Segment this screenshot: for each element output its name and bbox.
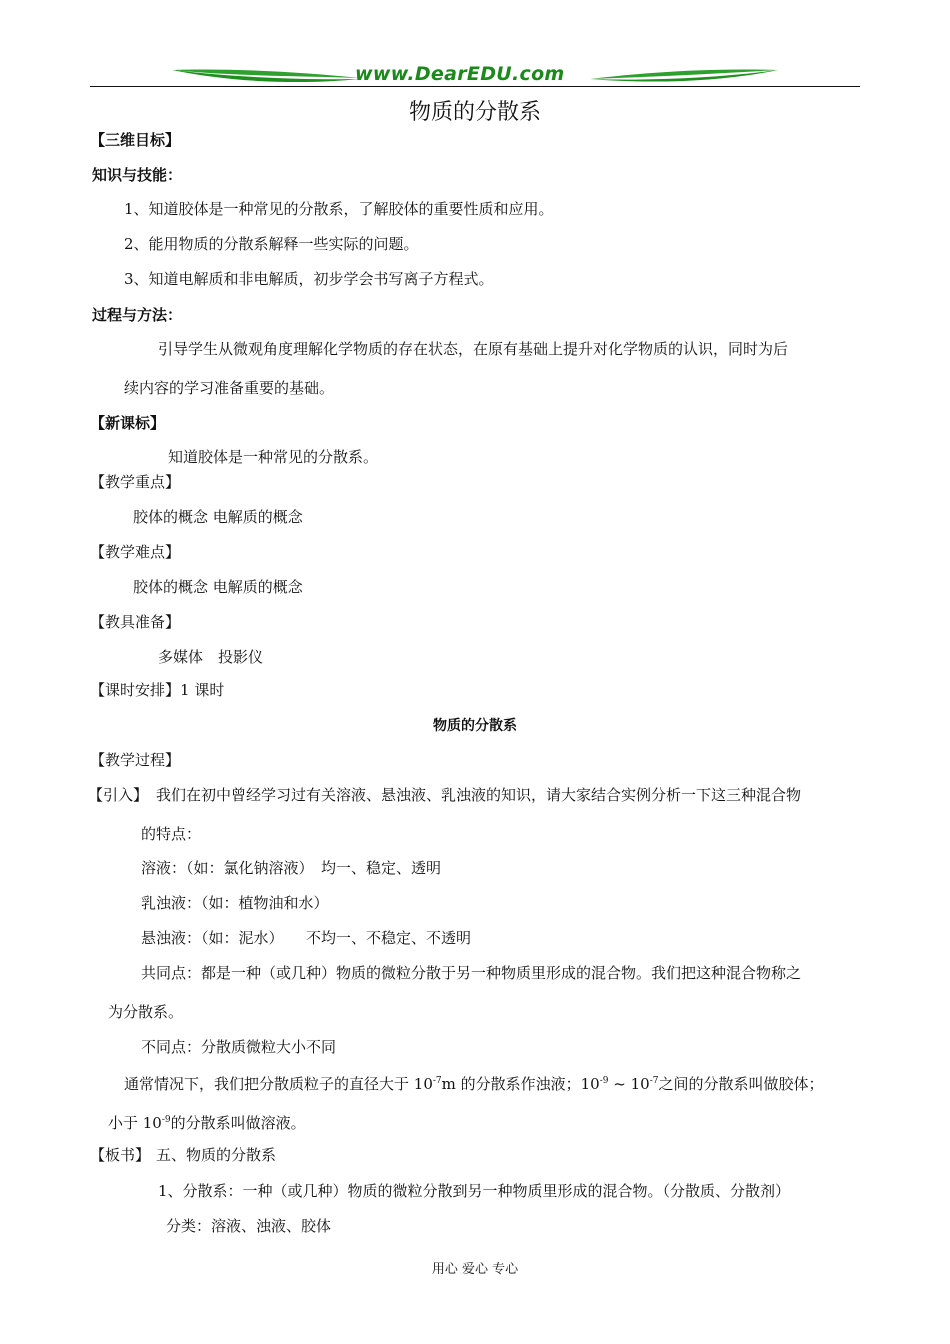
new-standard-text: 知道胶体是一种常见的分散系。 xyxy=(168,448,379,466)
smaller-text-a: 小于 10 xyxy=(108,1114,162,1132)
solution-line: 溶液：（如：氯化钠溶液） 均一、稳定、透明 xyxy=(141,859,442,877)
exponent-2: -9 xyxy=(599,1076,609,1086)
footer-text: 用心 爱心 专心 xyxy=(431,1262,519,1277)
schedule-heading: 【课时安排】 xyxy=(90,681,181,699)
process-line-1: 引导学生从微观角度理解化学物质的存在状态，在原有基础上提升对化学物质的认识，同时为后 xyxy=(158,340,789,358)
key-points-text: 胶体的概念 电解质的概念 xyxy=(133,508,303,526)
usual-text-c: ~ 10 xyxy=(608,1075,650,1093)
suspension-line: 悬浊液：（如：泥水） 不均一、不稳定、不透明 xyxy=(141,929,472,947)
schedule-line xyxy=(90,680,224,700)
usual-text-b: m 的分散系作浊液；10 xyxy=(441,1075,600,1093)
knowledge-item-1: 1、知道胶体是一种常见的分散系，了解胶体的重要性质和应用。 xyxy=(124,200,554,218)
schedule-text: 1 课时 xyxy=(180,681,225,699)
header-rule xyxy=(90,86,860,87)
smaller-text-b: 的分散系叫做溶液。 xyxy=(170,1114,306,1132)
header-logo-text: www.DearEDU.com xyxy=(355,63,565,85)
new-standard-heading: 【新课标】 xyxy=(90,414,166,432)
tools-text: 多媒体 投影仪 xyxy=(158,648,264,666)
board-line xyxy=(90,1145,276,1165)
process-line-2: 续内容的学习准备重要的基础。 xyxy=(124,379,335,397)
usual-text-a: 通常情况下，我们把分散质粒子的直径大于 10 xyxy=(124,1075,433,1093)
knowledge-item-2: 2、能用物质的分散系解释一些实际的问题。 xyxy=(124,235,419,253)
classification-line: 分类：溶液、浊液、胶体 xyxy=(166,1217,332,1235)
board-label: 【板书】 xyxy=(90,1146,151,1164)
exponent-3: -7 xyxy=(649,1076,659,1086)
teaching-process-heading: 【教学过程】 xyxy=(90,751,181,769)
emulsion-line: 乳浊液：（如：植物油和水） xyxy=(141,894,329,912)
exponent-4: -9 xyxy=(161,1115,171,1125)
intro-text: 我们在初中曾经学习过有关溶液、悬浊液、乳浊液的知识，请大家结合实例分析一下这三种混合物 xyxy=(156,786,802,804)
key-points-heading: 【教学重点】 xyxy=(90,473,181,491)
page-title: 物质的分散系 xyxy=(408,100,541,125)
board-text: 五、物质的分散系 xyxy=(156,1146,277,1164)
tools-heading: 【教具准备】 xyxy=(90,613,181,631)
knowledge-item-3: 3、知道电解质和非电解质，初步学会书写离子方程式。 xyxy=(124,270,494,288)
common-line-2: 为分散系。 xyxy=(108,1003,184,1021)
exponent-1: -7 xyxy=(432,1076,442,1086)
usual-line xyxy=(124,1071,824,1094)
goals-heading: 【三维目标】 xyxy=(90,131,181,149)
difficult-points-text: 胶体的概念 电解质的概念 xyxy=(133,578,303,596)
difficult-points-heading: 【教学难点】 xyxy=(90,543,181,561)
intro-line-2: 的特点： xyxy=(141,825,202,843)
definition-line: 1、分散系：一种（或几种）物质的微粒分散到另一种物质里形成的混合物。（分散质、分散剂） xyxy=(158,1182,791,1200)
knowledge-heading: 知识与技能： xyxy=(92,166,183,184)
common-line-1: 共同点：都是一种（或几种）物质的微粒分散于另一种物质里形成的混合物。我们把这种混合物称之 xyxy=(141,964,802,982)
section-title: 物质的分散系 xyxy=(433,718,517,734)
usual-text-d: 之间的分散系叫做胶体； xyxy=(658,1075,824,1093)
smaller-line xyxy=(108,1110,306,1133)
process-heading: 过程与方法： xyxy=(92,306,183,324)
difference-line: 不同点：分散质微粒大小不同 xyxy=(141,1038,337,1056)
intro-line-1 xyxy=(88,785,801,805)
intro-label: 【引入】 xyxy=(88,786,149,804)
